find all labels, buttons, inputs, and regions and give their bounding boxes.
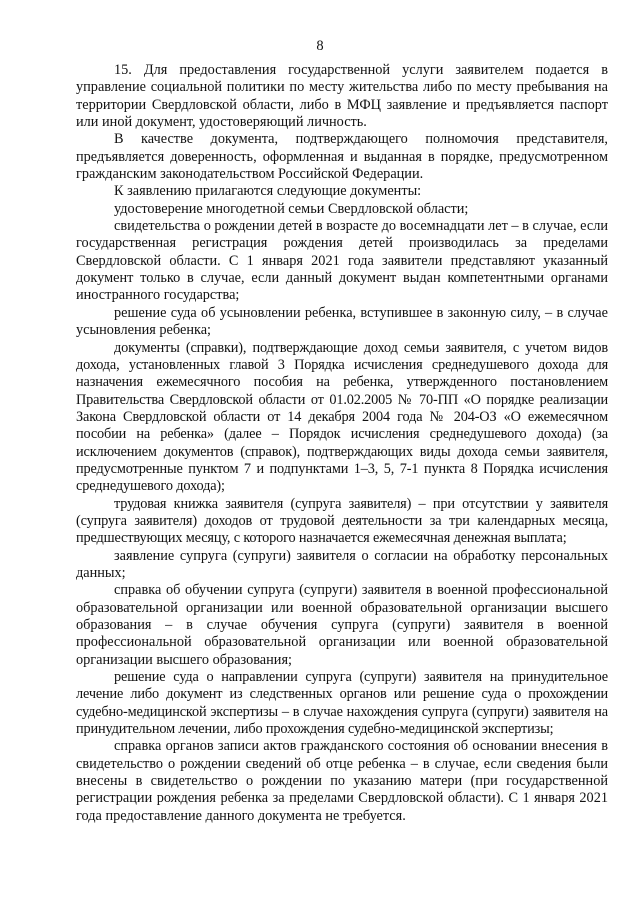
paragraph: документы (справки), подтверждающие доход семьи заявителя, с учетом видов дохода, установленных главой 3 Порядка исчисления среднедушевого дохода для назначения ежемесячного пособия на ребенка, утвержденного постановлением Правительства Свердловской области от 01.02.2005 № 70-ПП «О порядке реализации Закона Свердловской области от 14 декабря 2004 года № 204-ОЗ «О ежемесячном пособии на ребенка» (далее – Порядок исчисления среднедушевого дохода) (за исключением документов (справок), подтверждающих виды дохода семьи заявителя, предусмотренные пунктом 7 и подпунктами 1–3, 5, 7-1 пункта 8 Порядка исчисления среднедушевого дохода); xyxy=(76,339,608,495)
paragraph: справка органов записи актов гражданского состояния об основании внесения в свидетельство о рождении сведений об отце ребенка – в случае, если сведения были внесены в свидетельство о рождении по указанию матери (при государственной регистрации рождения ребенка за пределами Свердловской области). С 1 января 2021 года предоставление данного документа не требуется. xyxy=(76,738,608,824)
paragraph: К заявлению прилагаются следующие документы: xyxy=(114,183,422,200)
paragraph: заявление супруга (супруги) заявителя о согласии на обработку персональных данных; xyxy=(76,547,608,581)
document-body xyxy=(76,62,608,825)
paragraph: решение суда о направлении супруга (супруги) заявителя на принудительное лечение либо документ из следственных органов или решение суда о прохождении судебно-медицинской экспертизы – в случае нахождения супруга (супруги) заявителя на принудительном лечении, либо прохождения судебно-медицинской экспертизы; xyxy=(76,669,608,738)
paragraph: трудовая книжка заявителя (супруга заявителя) – при отсутствии у заявителя (супруга заявителя) доходов от трудовой деятельности за три календарных месяца, предшествующих месяцу, с которого назначается ежемесячная денежная выплата; xyxy=(76,495,608,547)
paragraph: справка об обучении супруга (супруги) заявителя в военной профессиональной образовательной организации или военной образовательной организации высшего образования – в случае обучения супруга (супруги) заявителя в военной профессиональной образовательной организации или военной образовательной организации высшего образования; xyxy=(76,582,608,668)
page-number: 8 xyxy=(316,38,324,54)
paragraph: удостоверение многодетной семьи Свердловской области; xyxy=(114,200,469,217)
paragraph: 15. Для предоставления государственной услуги заявителем подается в управление социальной политики по месту жительства либо по месту пребывания на территории Свердловской области, либо в МФЦ заявление и предъявляется паспорт или иной документ, удостоверяющий личность. xyxy=(76,62,608,131)
paragraph: свидетельства о рождении детей в возрасте до восемнадцати лет – в случае, если государственная регистрация рождения детей производилась за пределами Свердловской области. С 1 января 2021 года заявители представляют указанный документ только в случае, если данный документ выдан компетентными органами иностранного государства; xyxy=(76,218,608,304)
paragraph: В качестве документа, подтверждающего полномочия представителя, предъявляется доверенность, оформленная и выданная в порядке, предусмотренном гражданским законодательством Российской Федерации. xyxy=(76,131,608,183)
paragraph: решение суда об усыновлении ребенка, вступившее в законную силу, – в случае усыновления ребенка; xyxy=(76,304,608,339)
